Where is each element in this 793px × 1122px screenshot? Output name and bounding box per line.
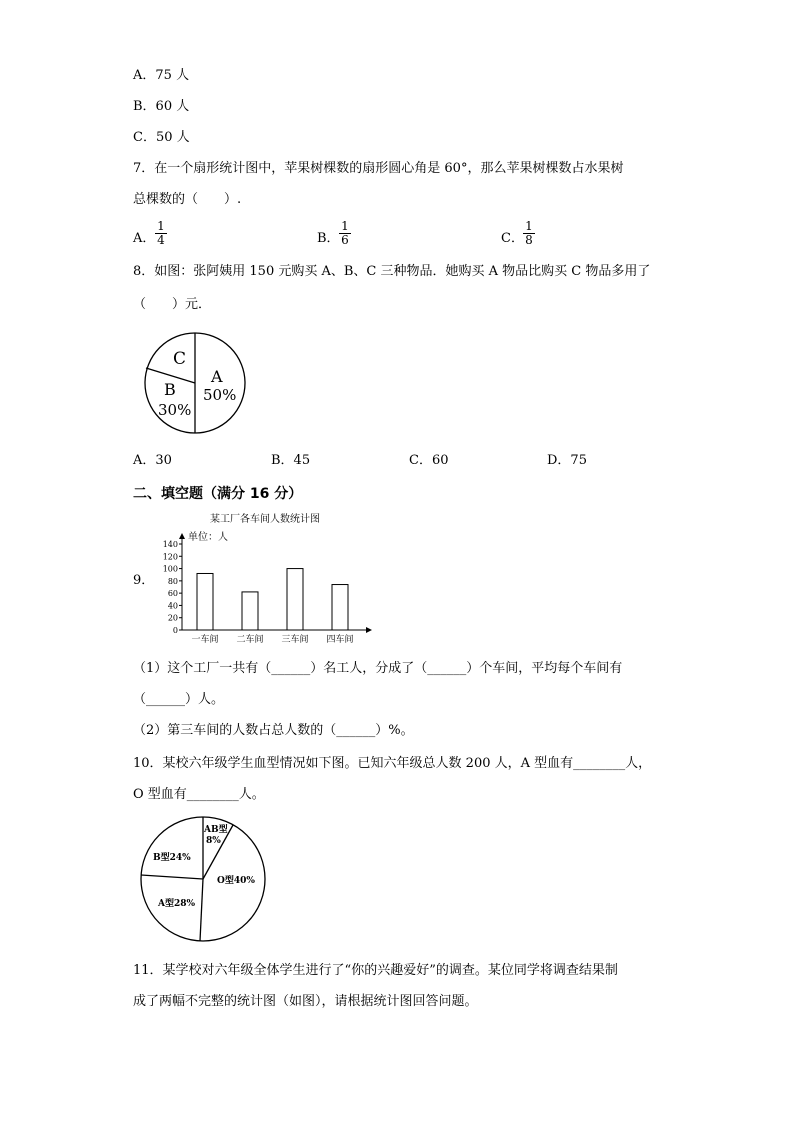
chart-unit-label: 单位：人	[188, 532, 228, 543]
pie-label-b: B	[164, 380, 176, 399]
q9-part1-line2: （______）人。	[133, 692, 225, 707]
q7-question-line2: 总棵数的（ ）.	[133, 192, 242, 207]
fraction-numerator: 1	[155, 220, 167, 234]
bar-1	[197, 573, 213, 630]
q7-option-a-fraction	[155, 220, 167, 247]
q10-question-line2: O 型血有________人。	[133, 787, 265, 802]
pie-label-a: A	[211, 367, 223, 386]
pie-label-ab: AB型	[204, 825, 228, 835]
q9-part2: （2）第三车间的人数占总人数的（______）%。	[133, 723, 414, 738]
fraction-denominator: 8	[525, 233, 533, 247]
q10-pie-chart	[138, 814, 268, 944]
pie-divider-left	[141, 875, 203, 879]
q7-question-line1: 7．在一个扇形统计图中，苹果树棵数的扇形圆心角是 60°，那么苹果树棵数占水果树	[133, 161, 624, 176]
x-category-label: 四车间	[326, 635, 354, 645]
q7-option-b-fraction	[339, 220, 351, 247]
fraction-denominator: 4	[157, 233, 165, 247]
pie-label-o: O型40%	[217, 876, 255, 886]
pie-pct-ab: 8%	[206, 836, 221, 846]
x-category-label: 三车间	[281, 635, 309, 645]
y-tick-label: 140	[162, 540, 178, 549]
bar-4	[332, 585, 348, 630]
q8-question-line2: （ ）元．	[133, 297, 212, 312]
q9-bar-chart	[150, 508, 380, 650]
q8-option-b: B．45	[271, 453, 311, 468]
q8-option-d: D．75	[547, 453, 587, 468]
q7-option-c-prefix: C．	[501, 231, 524, 246]
q11-question-line1: 11．某学校对六年级全体学生进行了“你的兴趣爱好”的调查。某位同学将调查结果制	[133, 963, 618, 978]
fraction-numerator: 1	[523, 220, 535, 234]
q8-question-line1: 8．如图：张阿姨用 150 元购买 A、B、C 三种物品．她购买 A 物品比购买 C 物品多用了	[133, 264, 651, 279]
y-tick-label: 80	[167, 576, 178, 586]
q6-option-b: B．60 人	[133, 99, 190, 114]
section-heading-fill-in: 二、填空题（满分 16 分）	[133, 486, 303, 502]
q8-pie-chart	[140, 328, 250, 438]
q10-question-line1: 10．某校六年级学生血型情况如下图。已知六年级总人数 200 人，A 型血有________人，	[133, 756, 652, 771]
q11-question-line2: 成了两幅不完整的统计图（如图），请根据统计图回答问题。	[133, 994, 478, 1009]
bar-3	[287, 569, 303, 630]
y-tick-label: 120	[162, 552, 178, 562]
x-category-label: 一车间	[191, 635, 219, 645]
x-axis-arrow	[366, 627, 372, 633]
q6-option-c: C．50 人	[133, 130, 190, 145]
chart-title: 某工厂各车间人数统计图	[210, 514, 320, 525]
y-tick-label: 0	[172, 626, 178, 635]
q9-part1-line1: （1）这个工厂一共有（______）名工人，分成了（______）个车间，平均每个车间有	[133, 661, 623, 676]
pie-pct-a: 50%	[203, 386, 237, 404]
fraction-denominator: 6	[341, 233, 349, 247]
x-category-label: 二车间	[236, 635, 264, 645]
q8-option-c: C．60	[409, 453, 449, 468]
q6-option-a: A．75 人	[133, 68, 190, 83]
q7-option-a-prefix: A．	[133, 231, 156, 246]
fraction-numerator: 1	[339, 220, 351, 234]
pie-label-a: A型28%	[158, 899, 196, 909]
pie-label-c: C	[173, 349, 187, 369]
y-tick-label: 20	[167, 613, 178, 623]
y-tick-label: 60	[167, 589, 178, 599]
q9-number: 9．	[133, 573, 155, 588]
y-axis-arrow	[179, 533, 185, 539]
y-tick-label: 40	[167, 601, 178, 611]
q7-option-c-fraction	[523, 220, 535, 247]
q8-option-a: A．30	[133, 453, 172, 468]
pie-label-b: B型24%	[153, 853, 191, 863]
pie-divider-bottom	[200, 879, 203, 941]
bar-2	[242, 592, 258, 630]
pie-pct-b: 30%	[158, 401, 192, 419]
y-tick-label: 100	[162, 564, 178, 574]
q7-option-b-prefix: B．	[317, 231, 340, 246]
